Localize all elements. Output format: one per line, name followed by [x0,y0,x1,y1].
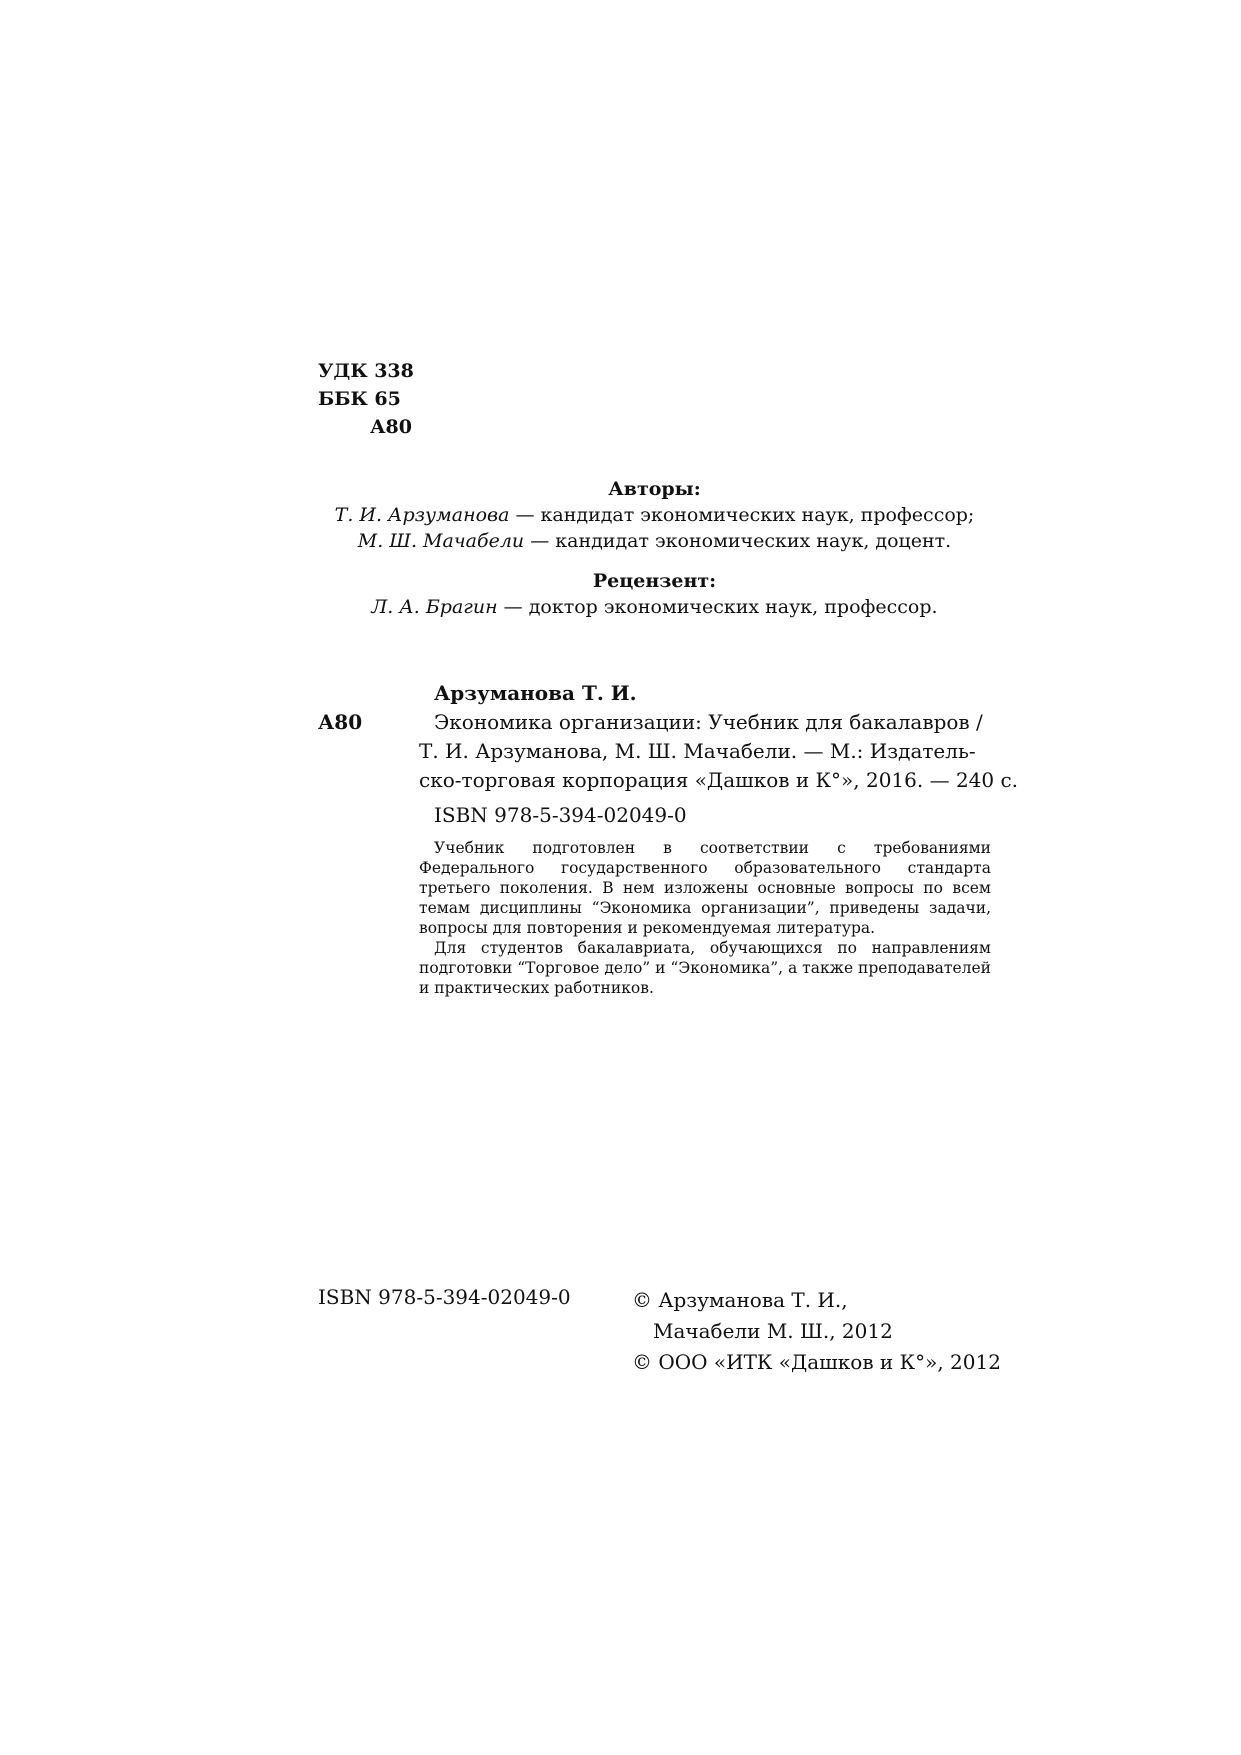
card-code: А80 [318,710,363,734]
reviewer-block [318,568,991,620]
copyright-line: © ООО «ИТК «Дашков и К°», 2012 [632,1350,1001,1374]
reviewer-line [318,594,991,620]
footer-isbn: ISBN 978-5-394-02049-0 [318,1285,571,1309]
author-name: Т. И. Арзуманова [334,504,510,526]
reviewer-heading: Рецензент: [592,570,717,592]
card-isbn: ISBN 978-5-394-02049-0 [434,803,687,827]
annotation-paragraph: Для студентов бакалавриата, обучающихся по направлениям подготовки “Торговое дело” и “Экономика”, а также преподавателей и практических работников. [419,939,991,997]
biblio-line: Экономика организации: Учебник для бакалавров / [434,710,983,734]
copyright-block [632,1285,1001,1378]
copyright-line: Мачабели М. Ш., 2012 [653,1319,893,1343]
annotation [419,838,991,998]
biblio-line: ско-торговая корпорация «Дашков и К°», 2016. — 240 с. [419,768,1019,792]
authors-block [318,476,991,554]
author-line [318,528,991,554]
author-role: — кандидат экономических наук, профессор; [509,504,975,526]
udk-code: УДК 338 [318,360,414,382]
author-role: — кандидат экономических наук, доцент. [524,530,952,552]
annotation-paragraph: Учебник подготовлен в соответствии с требованиями Федерального государственного образовательного стандарта третьего поколения. В нем изложены основные вопросы по всем темам дисциплины “Экономика организации”, приведены задачи, вопросы для повторения и рекомендуемая литература. [419,839,991,937]
bibliographic-description [419,708,1019,795]
author-mark: А80 [370,416,412,438]
card-author: Арзуманова Т. И. [434,681,637,705]
classification-codes [318,357,414,441]
reviewer-role: — доктор экономических наук, профессор. [497,596,938,618]
author-line [318,502,991,528]
biblio-line: Т. И. Арзуманова, М. Ш. Мачабели. — М.: Издатель- [419,739,976,763]
bbk-code: ББК 65 [318,388,401,410]
copyright-line: © Арзуманова Т. И., [632,1288,848,1312]
author-name: М. Ш. Мачабели [357,530,525,552]
reviewer-name: Л. А. Брагин [371,596,498,618]
authors-heading: Авторы: [608,478,701,500]
